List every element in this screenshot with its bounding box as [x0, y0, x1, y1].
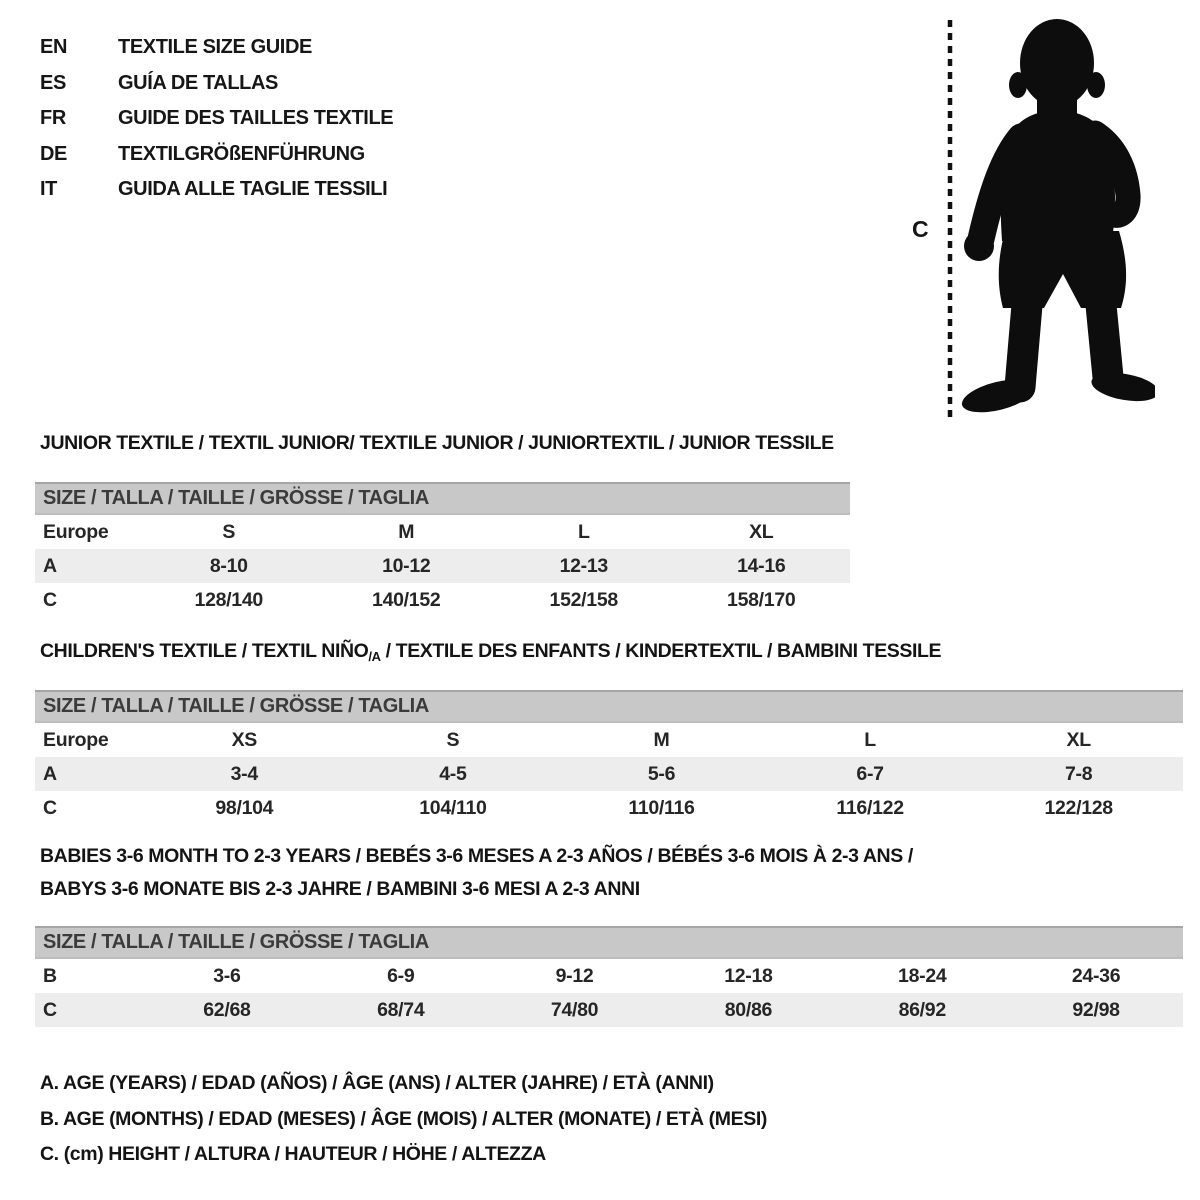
row-label: C [43, 588, 57, 611]
table-cell: 12-18 [724, 964, 773, 987]
table-row [35, 959, 1183, 993]
lang-title: GUÍA DE TALLAS [118, 71, 278, 94]
lang-row-en [40, 30, 393, 66]
table-header-bar: SIZE / TALLA / TAILLE / GRÖSSE / TAGLIA [35, 926, 1183, 959]
table-cell: XS [231, 728, 257, 751]
table-cell: 9-12 [555, 964, 594, 987]
row-label: B [43, 964, 57, 987]
table-header-bar: SIZE / TALLA / TAILLE / GRÖSSE / TAGLIA [35, 482, 850, 515]
table-cell: 7-8 [1065, 762, 1093, 785]
table-cell: 3-6 [213, 964, 241, 987]
table-cell: 86/92 [898, 998, 946, 1021]
lang-code: EN [40, 36, 67, 59]
toddler-silhouette-figure [905, 15, 1155, 425]
lang-row-fr [40, 101, 393, 137]
lang-title: GUIDE DES TAILLES TEXTILE [118, 107, 394, 130]
table-cell: M [398, 520, 415, 543]
row-label: C [43, 998, 57, 1021]
table-cell: 18-24 [898, 964, 947, 987]
lang-code: FR [40, 107, 66, 130]
table-row [35, 791, 1183, 825]
table-cell: 62/68 [203, 998, 251, 1021]
children-section-heading [40, 640, 941, 663]
table-header-bar: SIZE / TALLA / TAILLE / GRÖSSE / TAGLIA [35, 690, 1183, 723]
lang-title: TEXTILE SIZE GUIDE [118, 36, 312, 59]
children-heading-prefix: CHILDREN'S TEXTILE / TEXTIL NIÑO [40, 640, 369, 662]
row-label: A [43, 554, 57, 577]
table-cell: 116/122 [836, 796, 904, 819]
lang-row-es [40, 66, 393, 102]
row-label: A [43, 762, 57, 785]
table-row [35, 723, 1183, 757]
table-row [35, 993, 1183, 1027]
table-row [35, 515, 850, 549]
table-row [35, 549, 850, 583]
lang-code: IT [40, 178, 57, 201]
lang-row-it [40, 172, 393, 208]
lang-title: TEXTILGRÖßENFÜHRUNG [118, 142, 365, 165]
children-heading-suffix: / TEXTILE DES ENFANTS / KINDERTEXTIL / BAMBINI TESSILE [380, 640, 942, 662]
babies-size-table [35, 926, 1183, 1027]
table-cell: 6-9 [387, 964, 415, 987]
lang-title: GUIDA ALLE TAGLIE TESSILI [118, 178, 388, 201]
babies-section-heading-line1: BABIES 3-6 MONTH TO 2-3 YEARS / BEBÉS 3-6 MESES A 2-3 AÑOS / BÉBÉS 3-6 MOIS À 2-3 ANS / [40, 845, 913, 867]
table-cell: 74/80 [550, 998, 599, 1021]
table-row [35, 757, 1183, 791]
legend-line-c: C. (cm) HEIGHT / ALTURA / HAUTEUR / HÖHE / ALTEZZA [40, 1143, 546, 1166]
language-title-block [40, 30, 393, 208]
legend-block [40, 1066, 767, 1173]
table-cell: 4-5 [439, 762, 467, 785]
table-cell: 104/110 [419, 796, 487, 819]
lang-code: ES [40, 71, 66, 94]
children-heading-subscript: /A [368, 649, 381, 664]
table-cell: 80/86 [724, 998, 773, 1021]
junior-size-table [35, 482, 850, 617]
children-size-table [35, 690, 1183, 825]
table-cell: 110/116 [628, 796, 695, 819]
table-cell: 14-16 [737, 554, 786, 577]
table-cell: 128/140 [194, 588, 263, 611]
table-cell: XL [749, 520, 774, 543]
row-label: Europe [43, 520, 109, 543]
row-label: C [43, 796, 57, 819]
table-cell: 122/128 [1044, 796, 1113, 819]
toddler-silhouette [959, 19, 1155, 419]
legend-line-a: A. AGE (YEARS) / EDAD (AÑOS) / ÂGE (ANS) / ALTER (JAHRE) / ETÀ (ANNI) [40, 1072, 714, 1095]
table-cell: S [446, 728, 460, 751]
lang-row-de [40, 137, 393, 173]
table-cell: M [653, 728, 670, 751]
row-label: Europe [43, 728, 109, 751]
table-cell: 8-10 [209, 554, 248, 577]
table-cell: 98/104 [215, 796, 274, 819]
table-cell: XL [1066, 728, 1091, 751]
table-cell: 6-7 [856, 762, 884, 785]
table-cell: 12-13 [559, 554, 608, 577]
table-cell: 5-6 [647, 762, 676, 785]
table-row [35, 583, 850, 617]
table-cell: 158/170 [727, 588, 796, 611]
legend-line-b: B. AGE (MONTHS) / EDAD (MESES) / ÂGE (MOIS) / ALTER (MONATE) / ETÀ (MESI) [40, 1107, 767, 1130]
table-cell: S [222, 520, 236, 543]
lang-code: DE [40, 142, 67, 165]
table-cell: L [864, 728, 876, 751]
junior-section-heading: JUNIOR TEXTILE / TEXTIL JUNIOR/ TEXTILE JUNIOR / JUNIORTEXTIL / JUNIOR TESSILE [40, 432, 834, 454]
table-cell: 140/152 [372, 588, 441, 611]
table-cell: 10-12 [382, 554, 431, 577]
height-measure-label: C [912, 216, 929, 242]
babies-section-heading-line2: BABYS 3-6 MONATE BIS 2-3 JAHRE / BAMBINI 3-6 MESI A 2-3 ANNI [40, 878, 640, 900]
table-cell: L [577, 520, 590, 543]
table-cell: 68/74 [377, 998, 425, 1021]
table-cell: 92/98 [1072, 998, 1120, 1021]
table-cell: 24-36 [1071, 964, 1121, 987]
table-cell: 3-4 [230, 762, 258, 785]
table-cell: 152/158 [549, 588, 618, 611]
